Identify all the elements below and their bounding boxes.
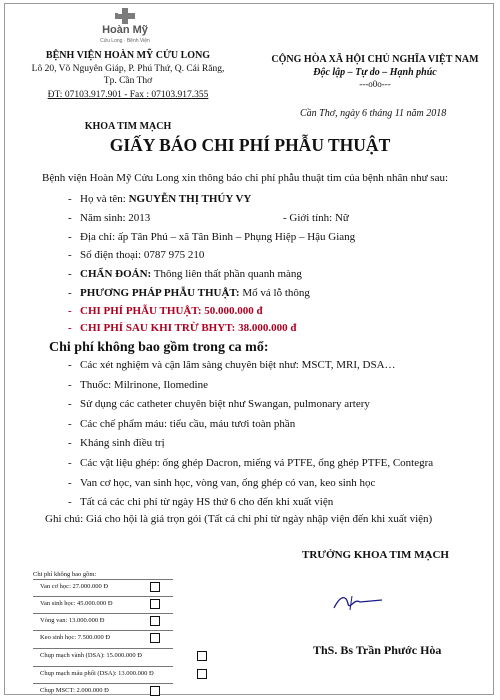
document-title: GIẤY BÁO CHI PHÍ PHẪU THUẬT — [109, 135, 391, 155]
exclusion-item: - Các chế phẩm máu: tiểu cầu, máu tươi toàn phần — [68, 417, 296, 430]
patient-birth-row: - Năm sinh: 2013 — [68, 212, 151, 224]
diagnosis-label: CHẨN ĐOÁN: — [80, 268, 152, 280]
signature-title: TRƯỞNG KHOA TIM MẠCH — [302, 549, 449, 561]
exclusion-item: - Thuốc: Milrinone, Ilomedine — [68, 378, 208, 391]
hospital-address-line1: Lô 20, Võ Nguyên Giáp, P. Phú Thứ, Q. Cái Răng, — [31, 64, 225, 74]
exclusion-item: - Tất cả các chi phí từ ngày HS thứ 6 cho đến khi xuất viện — [68, 496, 334, 509]
exclusion-item-text: Các vật liệu ghép: ống ghép Dacron, miếng vá PTFE, ống ghép PTFE, Contegra — [80, 457, 434, 469]
signer-name: ThS. Bs Trần Phước Hòa — [313, 643, 442, 657]
small-table-item: Van cơ học: 27.000.000 Đ — [40, 583, 109, 590]
surgery-cost: CHI PHÍ PHẪU THUẬT: 50.000.000 đ — [80, 305, 263, 317]
small-table-checkbox[interactable] — [197, 669, 207, 679]
patient-address: Địa chỉ: ấp Tân Phú – xã Tân Bình – Phụng Hiệp – Hậu Giang — [80, 231, 356, 243]
patient-name: NGUYỄN THỊ THÚY VY — [128, 193, 252, 205]
patient-phone: Số điện thoại: 0787 975 210 — [80, 249, 205, 261]
exclusion-item-text: Các xét nghiệm và cận lâm sàng chuyên biệt như: MSCT, MRI, DSA… — [80, 359, 396, 371]
exclusion-item-text: Thuốc: Milrinone, Ilomedine — [80, 378, 208, 391]
patient-address-row: - Địa chỉ: ấp Tân Phú – xã Tân Bình – Phụng Hiệp – Hậu Giang — [68, 231, 356, 243]
diagnosis-value: Thông liên thất phần quanh màng — [153, 268, 302, 280]
note-text: Ghi chú: Giá cho hội là giá trọn gói (Tất cả chi phí từ ngày nhập viện đến khi xuất viện) — [45, 513, 433, 525]
small-table-item: Chụp MSCT: 2.000.000 Đ — [40, 687, 109, 694]
small-table-checkbox[interactable] — [150, 686, 160, 696]
exclusion-item-text: Van cơ học, van sinh học, vòng van, ống ghép có van, keo sinh học — [80, 476, 376, 489]
hospital-name: BỆNH VIỆN HOÀN MỸ CỬU LONG — [45, 50, 211, 61]
nation-motto: Độc lập – Tự do – Hạnh phúc — [313, 67, 437, 78]
small-table-checkbox[interactable] — [150, 599, 160, 609]
cross-logo-icon — [115, 8, 135, 24]
small-table-item: Vòng van: 13.000.000 Đ — [40, 617, 105, 624]
patient-name-label: Họ và tên: — [80, 193, 129, 205]
small-table-item: Chụp mạch vành (DSA): 15.000.000 Đ — [40, 652, 143, 659]
logo-subtitle: Cửu Long · Bệnh Viện — [100, 38, 150, 44]
method-value: Mổ vá lỗ thông — [242, 287, 310, 299]
document-date: Cần Thơ, ngày 6 tháng 11 năm 2018 — [300, 108, 447, 119]
patient-gender: - Giới tính: Nữ — [283, 212, 349, 224]
small-table-item: Keo sinh học: 7.500.000 Đ — [40, 634, 111, 641]
small-table-checkbox[interactable] — [150, 633, 160, 643]
exclusions-title: Chi phí không bao gồm trong ca mổ: — [49, 340, 269, 355]
small-table-item: Van sinh học: 45.000.000 Đ — [40, 600, 113, 607]
method-row: - PHƯƠNG PHÁP PHẪU THUẬT: Mổ vá lỗ thông — [68, 287, 310, 299]
small-table-heading: Chi phí không bao gồm: — [33, 571, 97, 578]
patient-name-row: - Họ và tên: NGUYỄN THỊ THÚY VY — [68, 193, 252, 205]
small-table-item: Chụp mạch máu phổi (DSA): 13.000.000 Đ — [40, 670, 154, 677]
patient-birth: Năm sinh: 2013 — [80, 212, 151, 224]
hospital-address-line2: Tp. Cần Thơ — [103, 76, 153, 86]
exclusion-item-text: Tất cả các chi phí từ ngày HS thứ 6 cho đến khi xuất viện — [80, 496, 334, 509]
patient-phone-row: - Số điện thoại: 0787 975 210 — [68, 249, 205, 261]
hospital-phone-fax: ĐT: 07103.917.901 - Fax : 07103.917.355 — [47, 90, 209, 100]
diagnosis-row: - CHẨN ĐOÁN: Thông liên thất phần quanh màng — [68, 268, 302, 280]
cost-after-insurance: CHI PHÍ SAU KHI TRỪ BHYT: 38.000.000 đ — [80, 322, 297, 334]
cost-after-row: - CHI PHÍ SAU KHI TRỪ BHYT: 38.000.000 đ — [68, 322, 297, 334]
exclusion-item-text: Sử dụng các catheter chuyên biệt như Swangan, pulmonary artery — [80, 398, 370, 411]
exclusion-item: - Các xét nghiệm và cận lâm sàng chuyên biệt như: MSCT, MRI, DSA… — [68, 359, 396, 371]
small-table-checkbox[interactable] — [197, 651, 207, 661]
exclusion-item: - Van cơ học, van sinh học, vòng van, ống ghép có van, keo sinh học — [68, 476, 376, 489]
exclusion-item-text: Các chế phẩm máu: tiểu cầu, máu tươi toàn phần — [80, 417, 296, 430]
small-table-divider — [33, 666, 173, 667]
small-table-divider — [33, 648, 173, 649]
small-table-checkbox[interactable] — [150, 582, 160, 592]
logo-name: Hoàn Mỹ — [102, 24, 148, 36]
exclusion-item: - Sử dụng các catheter chuyên biệt như Swangan, pulmonary artery — [68, 398, 370, 411]
nation-title: CỘNG HÒA XÃ HỘI CHỦ NGHĨA VIỆT NAM — [271, 54, 479, 65]
small-table-divider — [33, 613, 173, 614]
signature-scribble — [330, 590, 390, 614]
exclusion-item-text: Kháng sinh điều trị — [80, 437, 165, 450]
intro-text: Bệnh viện Hoàn Mỹ Cửu Long xin thông báo chi phí phẫu thuật tim của bệnh nhân như sau: — [42, 172, 449, 184]
method-label: PHƯƠNG PHÁP PHẪU THUẬT: — [80, 287, 240, 299]
small-table-checkbox[interactable] — [150, 616, 160, 626]
motto-mark: ---o0o--- — [359, 79, 391, 89]
small-table-divider — [33, 596, 173, 597]
exclusion-item: - Kháng sinh điều trị — [68, 437, 165, 450]
small-table-divider — [33, 579, 173, 580]
department-name: KHOA TIM MẠCH — [84, 121, 172, 132]
small-table-divider — [33, 683, 173, 684]
small-table-divider — [33, 630, 173, 631]
exclusion-item: - Các vật liệu ghép: ống ghép Dacron, miếng vá PTFE, ống ghép PTFE, Contegra — [68, 457, 434, 469]
cost-row: - CHI PHÍ PHẪU THUẬT: 50.000.000 đ — [68, 305, 263, 317]
